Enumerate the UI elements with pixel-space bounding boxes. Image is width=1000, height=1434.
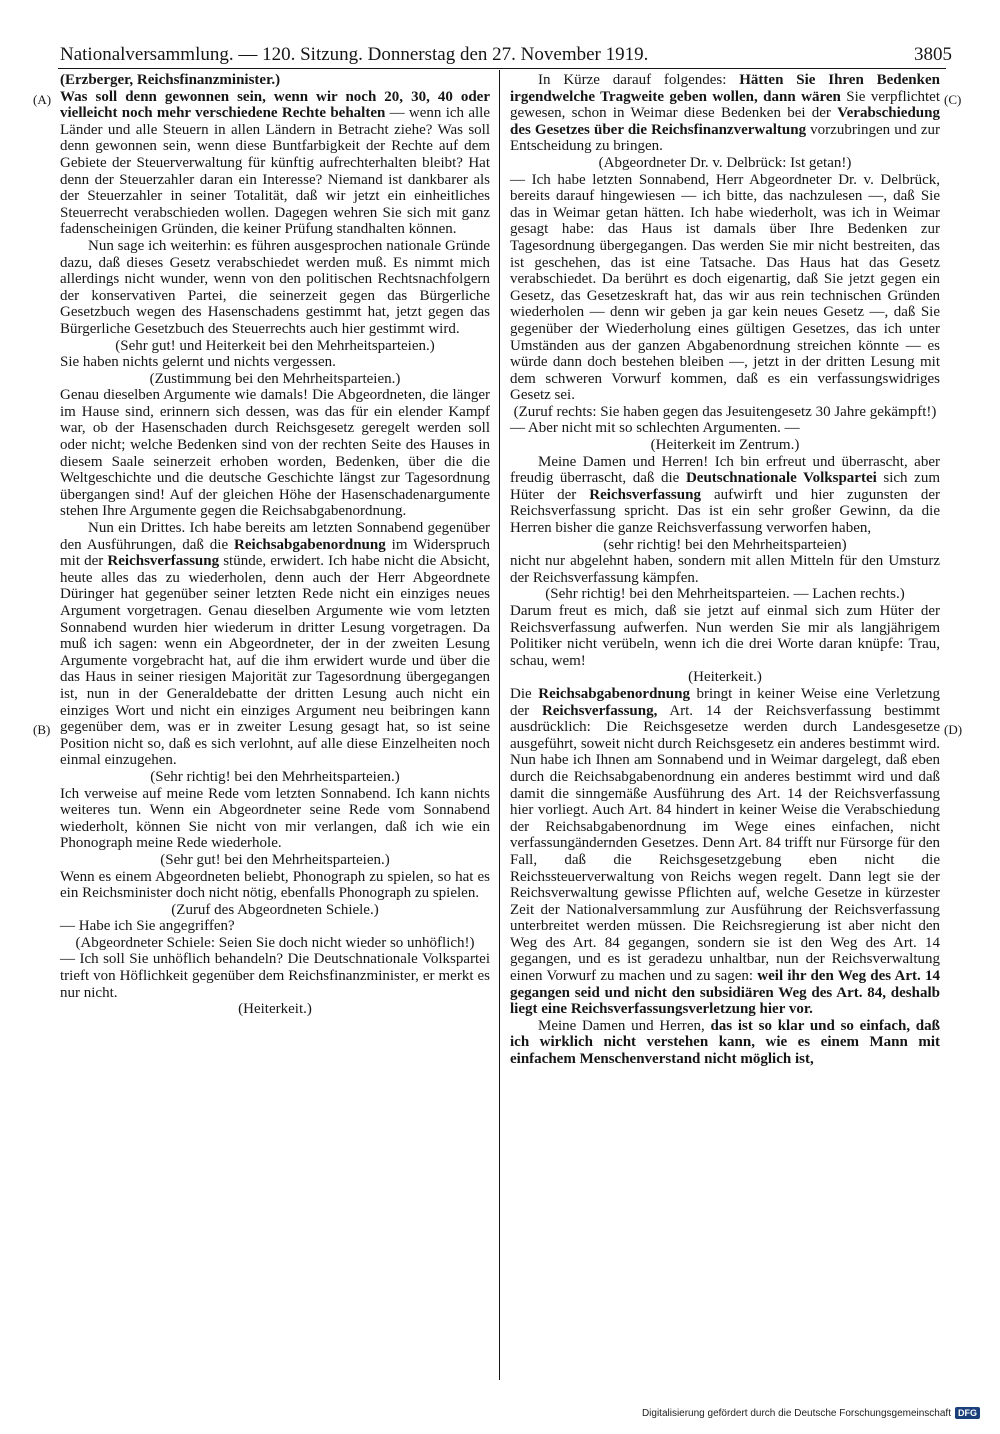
paragraph [60, 869, 490, 902]
bold-text: das ist so klar und so einfach, daß ich wirklich nicht verstehen kann, wie es einem Mann mit einfachem Menschenverstand nicht möglich ist, [510, 1017, 940, 1068]
text-run: (Abgeordneter Schiele: Seien Sie doch nicht wieder so unhöflich!) [75, 934, 475, 951]
text-run: Wenn es einem Abgeordneten beliebt, Phonograph zu spielen, so hat es ein Reichsminister doch nicht nötig, ebenfalls Phonograph zu spielen. [60, 868, 490, 902]
paragraph [60, 72, 490, 89]
text-run: (Heiterkeit.) [688, 669, 762, 686]
paragraph [60, 371, 490, 388]
text-run: (Sehr gut! und Heiterkeit bei den Mehrheitsparteien.) [115, 337, 435, 354]
paragraph [60, 520, 490, 769]
left-column [60, 72, 490, 1018]
bold-text: Reichsverfassung [589, 486, 701, 503]
text-run: stünde, erwidert. Ich habe nicht die Absicht, heute alles das zu wiederholen, denn auch der Herr Abgeordnete Düringer hat gegenüber seiner letzten Rede nicht ein einziges neues Argument vorgetragen. Genau dieselben Argumente wie vom letzten Sonnabend wurden hier wiederum in dritter Lesung vorgetragen. Da muß ich sagen: wenn ein Abgeordneter, der in der zweiten Lesung Argumente vorgebracht hat, auf die ihm erwidert wurde und über die das Haus in seiner riesigen Majorität zur Tagesordnung übergegangen ist, nun in der Generaldebatte der dritten Lesung auch nicht ein einziges Wort und nicht ein einziges Argument neu beibringen kann gegenüber dem, was er in zweiter Lesung gesagt hat, so ist seine Position nicht so, daß es sich verlohnt, auf alle diese Einzelheiten noch einmal einzugehen. [60, 553, 490, 769]
text-run: Nun ein Drittes. Ich habe bereits am letzten Sonnabend gegenüber den Ausführungen, daß die [60, 520, 490, 553]
text-run: nicht nur abgelehnt haben, sondern mit allen Mitteln für den Umsturz der Reichsverfassung kämpfen. [510, 553, 940, 586]
bold-text: Reichsverfassung [107, 553, 220, 570]
text-run: bringt in keiner Weise eine Verletzung der [510, 685, 940, 719]
paragraph [510, 420, 940, 437]
page-number: 3805 [914, 44, 952, 65]
text-run: (Heiterkeit im Zentrum.) [650, 437, 800, 454]
paragraph [510, 669, 940, 686]
text-run: — Ich soll Sie unhöflich behandeln? Die Deutschnationale Volkspartei trieft von Höflichkeit gegenüber dem Reichsfinanzminister, er merkt es nur nicht. [60, 951, 490, 1001]
paragraph [60, 918, 490, 935]
bold-text: Deutschnationale Volkspartei [685, 470, 877, 487]
bold-text: Verabschiedung des Gesetzes über die Reichsfinanzverwaltung [510, 105, 940, 138]
paragraph [510, 1018, 940, 1068]
running-head: Nationalversammlung. — 120. Sitzung. Donnerstag den 27. November 1919. [60, 44, 649, 65]
text-run: Nun sage ich weiterhin: es führen ausgesprochen nationale Gründe dazu, daß dieses Gesetz verabschiedet werden muß. Es nimmt mich allerdings nicht wunder, wenn von den politischen Rechtsnachfolgern der konservativen Partei, die seinerzeit gegen das Bürgerliche Gesetzbuch wegen des Hasenschadens gestimmt hat, jetzt gegen das Bürgerliche Gesetzbuch des Steuerrechts auch hier gestimmt wird. [60, 237, 490, 337]
paragraph [60, 89, 490, 238]
footer [642, 1407, 980, 1419]
paragraph [510, 72, 940, 155]
paragraph [60, 786, 490, 852]
bold-text: Was soll denn gewonnen sein, wenn wir noch 20, 30, 40 oder vielleicht noch mehr verschiedene Rechte behalten [60, 88, 490, 122]
text-run: Meine Damen und Herren! Ich bin erfreut und überrascht, aber freudig überrascht, daß die [510, 453, 940, 487]
paragraph [510, 586, 940, 603]
text-run: (Zuruf rechts: Sie haben gegen das Jesuitengesetz 30 Jahre gekämpft!) [513, 403, 937, 420]
paragraph [510, 437, 940, 454]
text-run: — Ich habe letzten Sonnabend, Herr Abgeordneter Dr. v. Delbrück, bereits darauf hingewiesen — ich bitte, das nachzulesen —, daß Sie das in Weimar getan hätten. Ich habe wiederholt, was ich in Weimar gesagt habe: das Haus ist damals über Ihre Bedenken zur Tagesordnung übergegangen. Das werden Sie mir nicht bestreiten, das ist geschehen, das ist eine Tatsache. Das Haus hat das Gesetz verabschiedet. Da berührt es doch eigenartig, daß Sie jetzt gegen ein Gesetz, das Gesetzeskraft hat, das wir aus rein technischen Gründen wiederholen — denn wir geben ja gar kein neues Gesetz —, daß Sie gegenüber der Wiederholung eines gültigen Gesetzes, das ich unter Umständen aus der ganzen Abgabenordnung streichen könnte — es würde dann doch bestehen bleiben —, jetzt in der dritten Lesung mit dem schweren Vorwurf kommen, daß es ein verfassungswidriges Gesetz sei. [510, 171, 940, 404]
running-header [60, 44, 952, 68]
bold-text: (Erzberger, Reichsfinanzminister.) [60, 72, 281, 88]
header-rule [58, 68, 946, 69]
paragraph [510, 172, 940, 404]
text-run: (Abgeordneter Dr. v. Delbrück: Ist getan!) [598, 154, 852, 171]
text-run: Meine Damen und Herren, [538, 1017, 711, 1034]
paragraph [510, 537, 940, 554]
paragraph [60, 354, 490, 371]
paragraph [510, 454, 940, 537]
text-run: vorzubringen und zur Entscheidung zu bringen. [510, 121, 940, 155]
bold-text: Reichsverfassung, [541, 702, 658, 719]
margin-mark-b: (B) [33, 722, 51, 737]
paragraph [60, 951, 490, 1001]
text-run: aufwirft und hier zugunsten der Reichsverfassung spricht. Das ist ein sehr großer Gewinn, da die Herren bisher die ganze Reichsverfassung verworfen haben, [510, 486, 940, 537]
bold-text: Hätten Sie Ihren Bedenken irgendwelche Tragweite geben wollen, dann wären [510, 72, 940, 105]
text-run: (Sehr richtig! bei den Mehrheitsparteien.) [150, 768, 400, 785]
margin-mark-c: (C) [944, 92, 962, 107]
text-run: (Zuruf des Abgeordneten Schiele.) [171, 901, 379, 918]
margin-mark-d: (D) [944, 722, 963, 737]
column-divider [499, 70, 500, 1380]
paragraph [510, 404, 940, 421]
dfg-logo-icon: DFG [955, 1407, 980, 1419]
paragraph [60, 338, 490, 355]
text-run: Die [510, 685, 539, 702]
paragraph [60, 852, 490, 869]
text-run: sich zum Hüter der [510, 470, 940, 503]
bold-text: weil ihr den Weg des Art. 14 gegangen seid und nicht den subsidiären Weg des Art. 84, deshalb liegt eine Reichsverfassungsverletzung hier vor. [510, 968, 940, 1018]
bold-text: Reichsabgabenordnung [538, 685, 690, 702]
paragraph [60, 387, 490, 520]
bold-text: Reichsabgabenordnung [234, 536, 386, 553]
paragraph [60, 902, 490, 919]
paragraph [60, 935, 490, 952]
text-run: Darum freut es mich, daß sie jetzt auf einmal sich zum Hüter der Reichsverfassung aufwerfen. Nun werden Sie mir als langjährigem Politiker nicht verübeln, wenn ich die drei Worte daran knüpfe: Trau, schau, wem! [510, 603, 940, 669]
paragraph [510, 155, 940, 172]
text-run: (Sehr gut! bei den Mehrheitsparteien.) [160, 851, 390, 868]
text-run: Ich verweise auf meine Rede vom letzten Sonnabend. Ich kann nichts weiteres tun. Wenn ein Abgeordneter seine Rede vom Sonnabend wiederholt, können Sie nicht von mir verlangen, daß ich wie ein Phonograph meine Rede wiederhole. [60, 785, 490, 852]
paragraph [510, 553, 940, 586]
text-run: (Zustimmung bei den Mehrheitsparteien.) [149, 370, 401, 387]
text-run: — Aber nicht mit so schlechten Argumenten. — [510, 420, 800, 437]
text-run: — Habe ich Sie angegriffen? [60, 918, 235, 935]
paragraph [510, 686, 940, 1018]
paragraph [60, 1001, 490, 1018]
text-run: In Kürze darauf folgendes: [538, 72, 740, 88]
text-run: (Sehr richtig! bei den Mehrheitsparteien. — Lachen rechts.) [545, 586, 905, 603]
text-run: Sie haben nichts gelernt und nichts vergessen. [60, 354, 336, 371]
text-run: Art. 14 der Reichsverfassung bestimmt ausdrücklich: Die Reichsgesetze werden durch Landesgesetze ausgeführt, soweit nicht durch Reichsgesetz ein anderes bestimmt wird. Nun habe ich Ihnen am Sonnabend und in Weimar dargelegt, daß eben durch die Reichsabgabenordnung ein anderes bestimmt wird und daß damit die sinngemäße Ausführung des Art. 14 der Reichsverfassung hier vorliegt. Auch Art. 84 hindert in keiner Weise die Verabschiedung der Reichsabgabenordnung im Wege eines einfachen, nicht verfassungändernden Gesetzes. Denn Art. 84 trifft nur Fürsorge für den Fall, daß die Reichsgesetzgebung eben nicht die Reichssteuerverwaltung von Reichs wegen regelt. Dann legt sie der Reichsverwaltung gewisse Pflichten auf, welche Gesetze in kürzester Zeit der Nationalversammlung zur Ausführung der Reichsverfassung unterbreitet werden müssen. Die Reichsregierung ist aber nicht den Weg des Art. 84 gegangen, sondern sie ist den Weg des Art. 14 gegangen, und es ist geradezu unhaltbar, nun der Reichsverwaltung einen Vorwurf zu machen und zu sagen: [510, 702, 940, 985]
text-run: — wenn ich alle Länder und alle Steuern in allen Ländern in Betracht ziehe? Was soll denn gewonnen sein, wenn diese Buntfarbigkeit der Rechte auf dem Gebiete der Steuerverwaltung für künftig aufrechterhalten bleibt? Hat denn der Steuerzahler daran ein Interesse? Niemand ist dankbarer als der Steuerzahler in seiner Totalität, daß wir jetzt ein einheitliches Steuerrecht verabschieden wollen. Dagegen wehren Sie sich mit ganz fadenscheinigen Gründen, die keiner Prüfung standhalten können. [60, 105, 490, 238]
paragraph [510, 603, 940, 669]
paragraph [60, 769, 490, 786]
footer-credit: Digitalisierung gefördert durch die Deutsche Forschungsgemeinschaft [641, 1407, 951, 1419]
text-run: (sehr richtig! bei den Mehrheitsparteien) [603, 536, 847, 553]
text-run: (Heiterkeit.) [238, 1001, 312, 1018]
text-run: im Widerspruch mit der [60, 536, 490, 570]
paragraph [60, 238, 490, 338]
margin-mark-a: (A) [33, 92, 52, 107]
text-run: Genau dieselben Argumente wie damals! Die Abgeordneten, die länger im Hause sind, erinnern sich dessen, was das für ein elender Kampf war, ob der Hasenschaden durch Reichsgesetz geregelt werden soll oder nicht; welche Bedenken sind von der rechten Seite des Hauses in diesem Saale seinerzeit erhoben worden, Bedenken, über die die Weltgeschichte und die deutsche Geschichte längst zur Tagesordnung übergangen sind! Auf der gleichen Höhe der Hasenschadenargumente stehen Ihre Argumente gegen die Reichsabgabenordnung. [60, 387, 490, 520]
text-run: Sie verpflichtet gewesen, schon in Weimar diese Bedenken bei der [510, 88, 940, 122]
right-column [510, 72, 940, 1068]
